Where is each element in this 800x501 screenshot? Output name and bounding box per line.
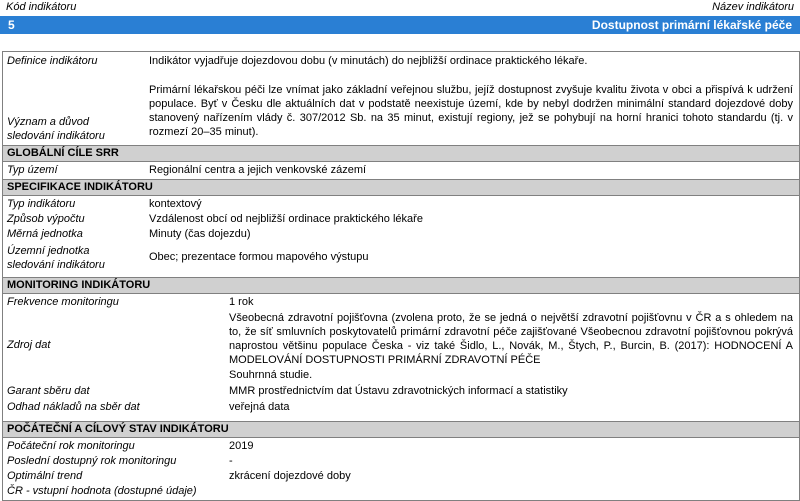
source-value-2: Souhrnná studie. (229, 369, 313, 381)
territory-row (3, 162, 799, 180)
frequency-label: Frekvence monitoringu (7, 296, 119, 308)
trend-label: Optimální trend (7, 470, 83, 482)
territorial-label: Územní jednotka sledování indikátoru (7, 245, 105, 271)
spec-section-header: SPECIFIKACE INDIKÁTORU (3, 180, 799, 196)
monitoring-rows (3, 294, 799, 422)
guarantor-value: MMR prostřednictvím dat Ústavu zdravotnických informací a statistiky (229, 385, 568, 397)
spec-rows (3, 196, 799, 278)
territorial-value: Obec; prezentace formou mapového výstupu (149, 251, 369, 263)
indicator-code: 5 (8, 18, 15, 32)
indicator-title-bar (0, 16, 800, 34)
source-label: Zdroj dat (7, 339, 51, 351)
code-label: Kód indikátoru (6, 1, 77, 13)
trend-value: zkrácení dojezdové doby (229, 470, 351, 482)
method-label: Způsob výpočtu (7, 213, 85, 225)
unit-value: Minuty (čas dojezdu) (149, 228, 251, 240)
last-year-value: - (229, 455, 233, 467)
indicator-table (2, 51, 800, 501)
definition-row (3, 52, 799, 146)
definition-value: Indikátor vyjadřuje dojezdovou dobu (v minutách) do nejbližší ordinace praktického lékaře. (149, 55, 588, 67)
status-section-header: POČÁTEČNÍ A CÍLOVÝ STAV INDIKÁTORU (3, 422, 799, 438)
monitoring-section-header: MONITORING INDIKÁTORU (3, 278, 799, 294)
global-section-header: GLOBÁLNÍ CÍLE SRR (3, 146, 799, 162)
last-year-label: Poslední dostupný rok monitoringu (7, 455, 177, 467)
cost-label: Odhad nákladů na sběr dat (7, 401, 140, 413)
territory-label: Typ území (7, 164, 58, 176)
input-value-label: ČR - vstupní hodnota (dostupné údaje) (7, 485, 197, 497)
source-value: Všeobecná zdravotní pojišťovna (zvolena proto, že se jedná o největší zdravotní pojišťovnu v ČR a s ohledem na to, že síť smluvních poskytovatelů primární zdravotní péče zajišťované Všeobecnou zdravotní pojišťovnou pokrývá naprostou většinu populace Česka - viz také Šidlo, L., Novák, M., Štych, P., Burcin, B. (2017): HODNOCENÍ A MODELOVÁNÍ DOSTUPNOSTI PRIMÁRNÍ ZDRAVOTNÍ PÉČE (229, 312, 793, 366)
guarantor-label: Garant sběru dat (7, 385, 90, 397)
unit-label: Měrná jednotka (7, 228, 83, 240)
type-value: kontextový (149, 198, 202, 210)
cost-value: veřejná data (229, 401, 290, 413)
start-year-value: 2019 (229, 440, 254, 452)
type-label: Typ indikátoru (7, 198, 76, 210)
method-value: Vzdálenost obcí od nejbližší ordinace praktického lékaře (149, 213, 423, 225)
territory-value: Regionální centra a jejich venkovské zázemí (149, 164, 367, 176)
start-year-label: Počáteční rok monitoringu (7, 440, 135, 452)
indicator-name: Dostupnost primární lékařské péče (591, 18, 792, 32)
significance-value: Primární lékařskou péči lze vnímat jako základní veřejnou službu, jejíž dostupnost zvyšuje kvalitu života v obci a přispívá k udržení populace. Byť v Česku dle aktuálních dat v podstatě neexistuje území, kde by nebyl dodržen minimální standard dojezdové doby stanovený nařízením vlády č. 307/2012 Sb. na 35 minut, existují regiony, jež se pohybují na horní hranici tohoto standardu (tj. v rozmezí 20–35 minut). (149, 84, 793, 138)
name-label: Název indikátoru (712, 1, 794, 13)
significance-label: Význam a důvod sledování indikátoru (7, 116, 105, 142)
frequency-value: 1 rok (229, 296, 254, 308)
header-labels (0, 0, 800, 15)
status-rows (3, 438, 799, 500)
definition-label: Definice indikátoru (7, 55, 98, 67)
